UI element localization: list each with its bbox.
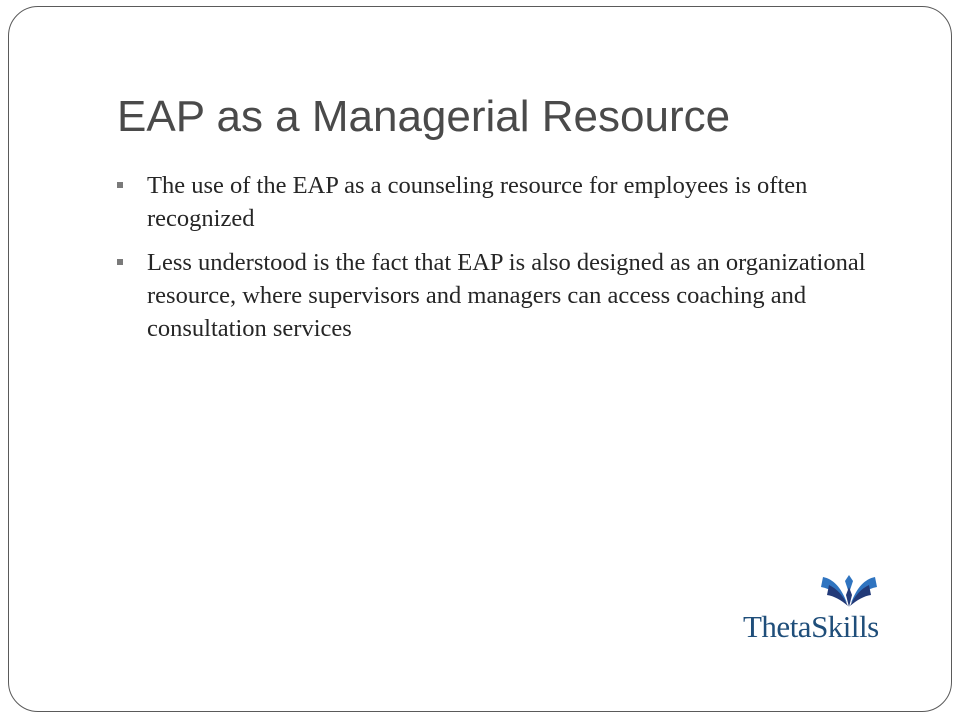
square-bullet-icon xyxy=(117,259,123,265)
open-book-icon xyxy=(819,573,879,609)
bullet-item xyxy=(117,169,877,235)
bullet-item xyxy=(117,246,877,345)
slide-frame xyxy=(8,6,952,712)
square-bullet-icon xyxy=(117,182,123,188)
logo-wordmark: ThetaSkills xyxy=(743,609,879,644)
bullet-text: Less understood is the fact that EAP is also designed as an organizational resource, where supervisors and managers can access coaching and consultation services xyxy=(147,249,866,342)
bullet-text: The use of the EAP as a counseling resource for employees is often recognized xyxy=(147,172,808,232)
bullet-list xyxy=(117,169,877,356)
thetaskills-logo xyxy=(743,573,893,649)
slide-title: EAP as a Managerial Resource xyxy=(117,92,731,141)
